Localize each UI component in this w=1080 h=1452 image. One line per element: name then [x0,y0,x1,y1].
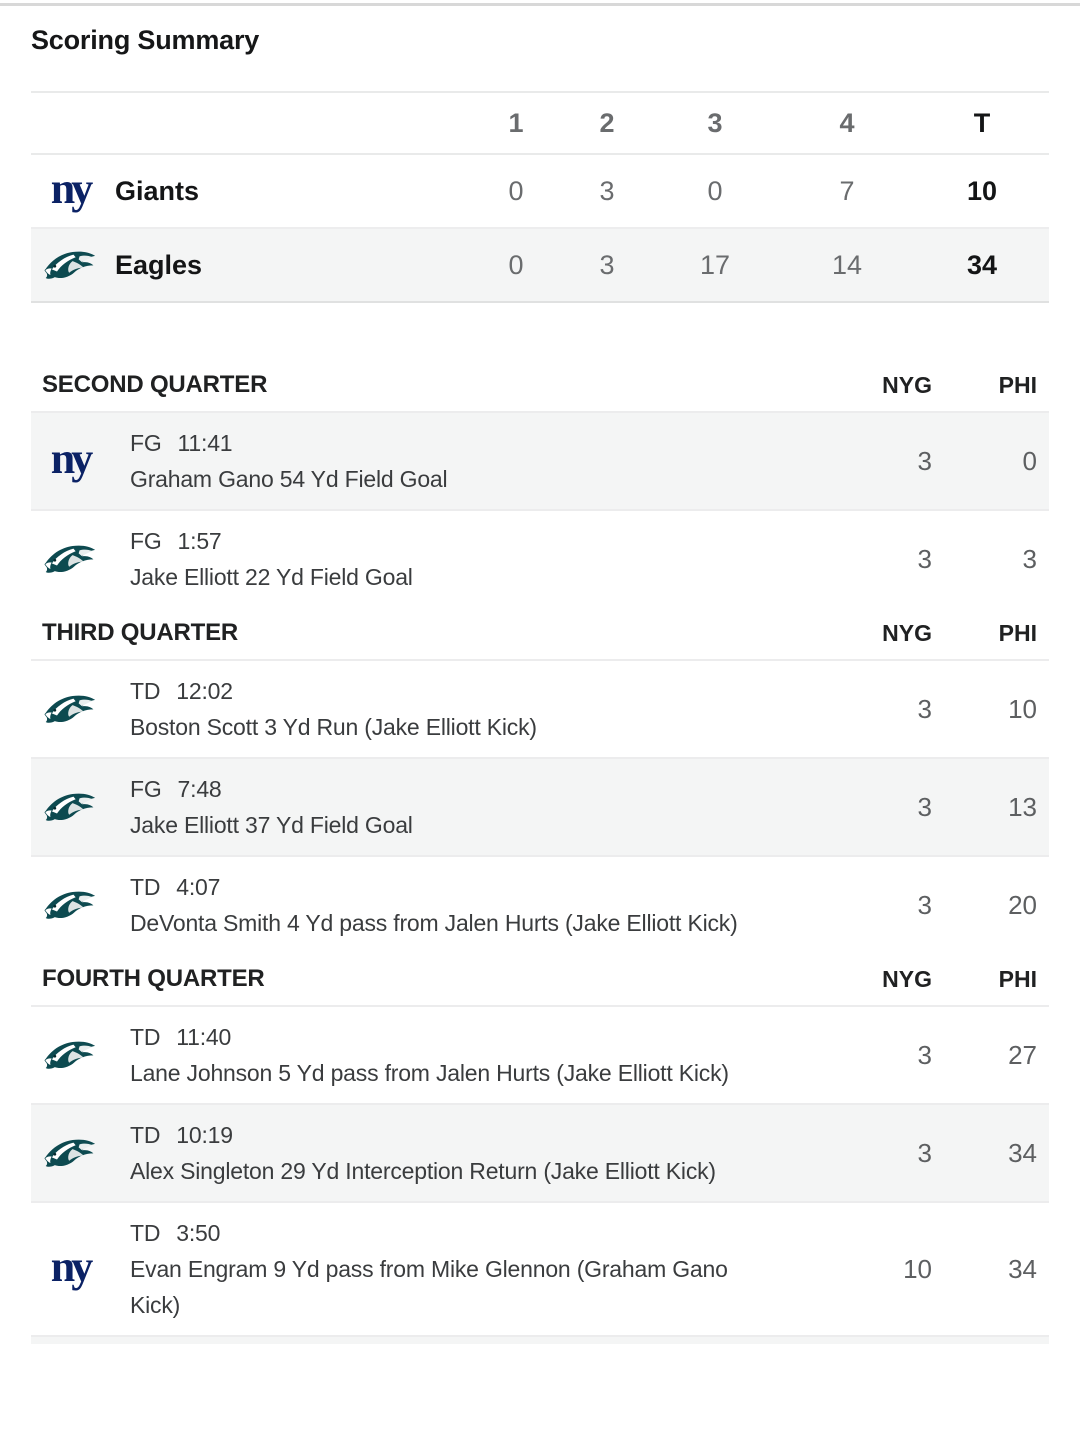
play-team-logo-cell [44,688,130,730]
play-type: TD [130,874,161,900]
team-logo-cell [31,164,115,213]
giants-logo-icon: ny [50,434,90,483]
play-description: Alex Singleton 29 Yd Interception Return (Jake Elliott Kick) [130,1158,716,1184]
play-row [31,1103,1049,1201]
play-details [130,771,872,843]
quarter-score: 3 [599,249,615,280]
play-time: 12:02 [176,678,233,704]
away-score: 3 [917,445,932,476]
play-description: Lane Johnson 5 Yd pass from Jalen Hurts (Jake Elliott Kick) [130,1060,729,1086]
quarter-column-header: 4 [839,107,855,138]
play-time: 11:41 [177,430,233,456]
scoreboard-team-rows [31,155,1049,303]
eagles-logo-icon [44,1133,96,1173]
quarter-column-header: 1 [508,107,524,138]
quarter-score: 17 [699,249,731,280]
home-score: 34 [1008,1253,1037,1284]
play-type-time [130,1019,872,1055]
play-description: Graham Gano 54 Yd Field Goal [130,466,448,492]
eagles-logo-icon [44,245,96,285]
play-description: Jake Elliott 22 Yd Field Goal [130,564,413,590]
home-score: 27 [1008,1039,1037,1070]
play-details [130,1019,872,1091]
eagles-logo-icon [44,787,96,827]
play-type-time [130,673,872,709]
play-details [130,1117,872,1189]
play-time: 11:40 [176,1024,232,1050]
play-details [130,523,872,595]
quarter-column-header: 3 [707,107,723,138]
quarter-score: 14 [831,249,863,280]
quarter-column-header: 2 [599,107,615,138]
play-time: 4:07 [176,874,221,900]
play-team-logo-cell [44,434,130,483]
away-score: 3 [917,693,932,724]
away-team-column-label: NYG [882,619,932,646]
play-time: 10:19 [176,1122,233,1148]
play-row [31,855,1049,953]
play-team-logo-cell [44,884,130,926]
play-description: Boston Scott 3 Yd Run (Jake Elliott Kick) [130,714,537,740]
top-divider [0,3,1080,6]
eagles-logo-icon [44,539,96,579]
quarter-section-header [31,359,1049,411]
play-type-time [130,1215,872,1251]
giants-logo-icon: ny [50,1242,90,1291]
home-score: 34 [1008,1137,1037,1168]
home-score: 20 [1008,889,1037,920]
eagles-logo-icon [44,885,96,925]
total-score: 34 [966,249,998,280]
play-row [31,757,1049,855]
away-score: 3 [917,543,932,574]
play-team-logo-cell [44,786,130,828]
page-title: Scoring Summary [31,25,260,55]
play-details [130,673,872,745]
play-type-time [130,869,872,905]
play-row [31,1201,1049,1335]
play-type: TD [130,1122,161,1148]
away-score: 3 [917,1137,932,1168]
quarter-title: SECOND QUARTER [42,371,268,398]
play-type: FG [130,776,162,802]
home-score: 10 [1008,693,1037,724]
play-type-time [130,523,872,559]
team-name: Giants [115,175,200,206]
away-team-column-label: NYG [882,965,932,992]
play-type-time [130,425,872,461]
team-row-giants[interactable] [31,155,1049,229]
eagles-logo-icon [44,689,96,729]
away-score: 3 [917,889,932,920]
home-score: 3 [1022,543,1037,574]
play-type: FG [130,430,162,456]
team-row-eagles[interactable] [31,229,1049,303]
play-description: Jake Elliott 37 Yd Field Goal [130,812,413,838]
play-team-logo-cell [44,538,130,580]
play-type: TD [130,678,161,704]
quarter-section-header [31,607,1049,659]
scoreboard-header-row [31,91,1049,155]
away-score: 3 [917,791,932,822]
play-details [130,1215,872,1323]
next-row-partial [31,1335,1049,1344]
quarter-section-header [31,953,1049,1005]
giants-logo-icon: ny [50,164,90,213]
play-team-logo-cell [44,1132,130,1174]
home-score: 13 [1008,791,1037,822]
play-time: 1:57 [177,528,222,554]
play-type-time [130,1117,872,1153]
quarter-score: 3 [599,175,615,206]
play-details [130,869,872,941]
scoring-summary-content [31,91,1049,1344]
play-description: DeVonta Smith 4 Yd pass from Jalen Hurts (Jake Elliott Kick) [130,910,738,936]
team-logo-cell [31,244,115,286]
quarter-title: THIRD QUARTER [42,619,239,646]
play-row [31,659,1049,757]
home-team-column-label: PHI [998,619,1037,646]
play-description: Evan Engram 9 Yd pass from Mike Glennon (Graham Gano Kick) [130,1256,728,1318]
play-row [31,509,1049,607]
play-details [130,425,872,497]
play-type: TD [130,1220,161,1246]
eagles-logo-icon [44,1035,96,1075]
play-row [31,411,1049,509]
quarter-score: 0 [508,175,524,206]
quarter-score: 0 [508,249,524,280]
play-team-logo-cell [44,1034,130,1076]
away-team-column-label: NYG [882,371,932,398]
play-time: 3:50 [176,1220,221,1246]
home-score: 0 [1022,445,1037,476]
away-score: 3 [917,1039,932,1070]
quarter-column-header: T [973,107,991,138]
play-row [31,1005,1049,1103]
play-type: TD [130,1024,161,1050]
home-team-column-label: PHI [998,371,1037,398]
home-team-column-label: PHI [998,965,1037,992]
scoring-plays-list [31,359,1049,1335]
play-team-logo-cell [44,1242,130,1291]
total-score: 10 [966,175,998,206]
quarter-title: FOURTH QUARTER [42,965,265,992]
away-score: 10 [903,1253,932,1284]
play-type-time [130,771,872,807]
play-type: FG [130,528,162,554]
quarter-score: 0 [707,175,723,206]
team-name: Eagles [115,249,203,280]
play-time: 7:48 [177,776,222,802]
quarter-score: 7 [839,175,855,206]
